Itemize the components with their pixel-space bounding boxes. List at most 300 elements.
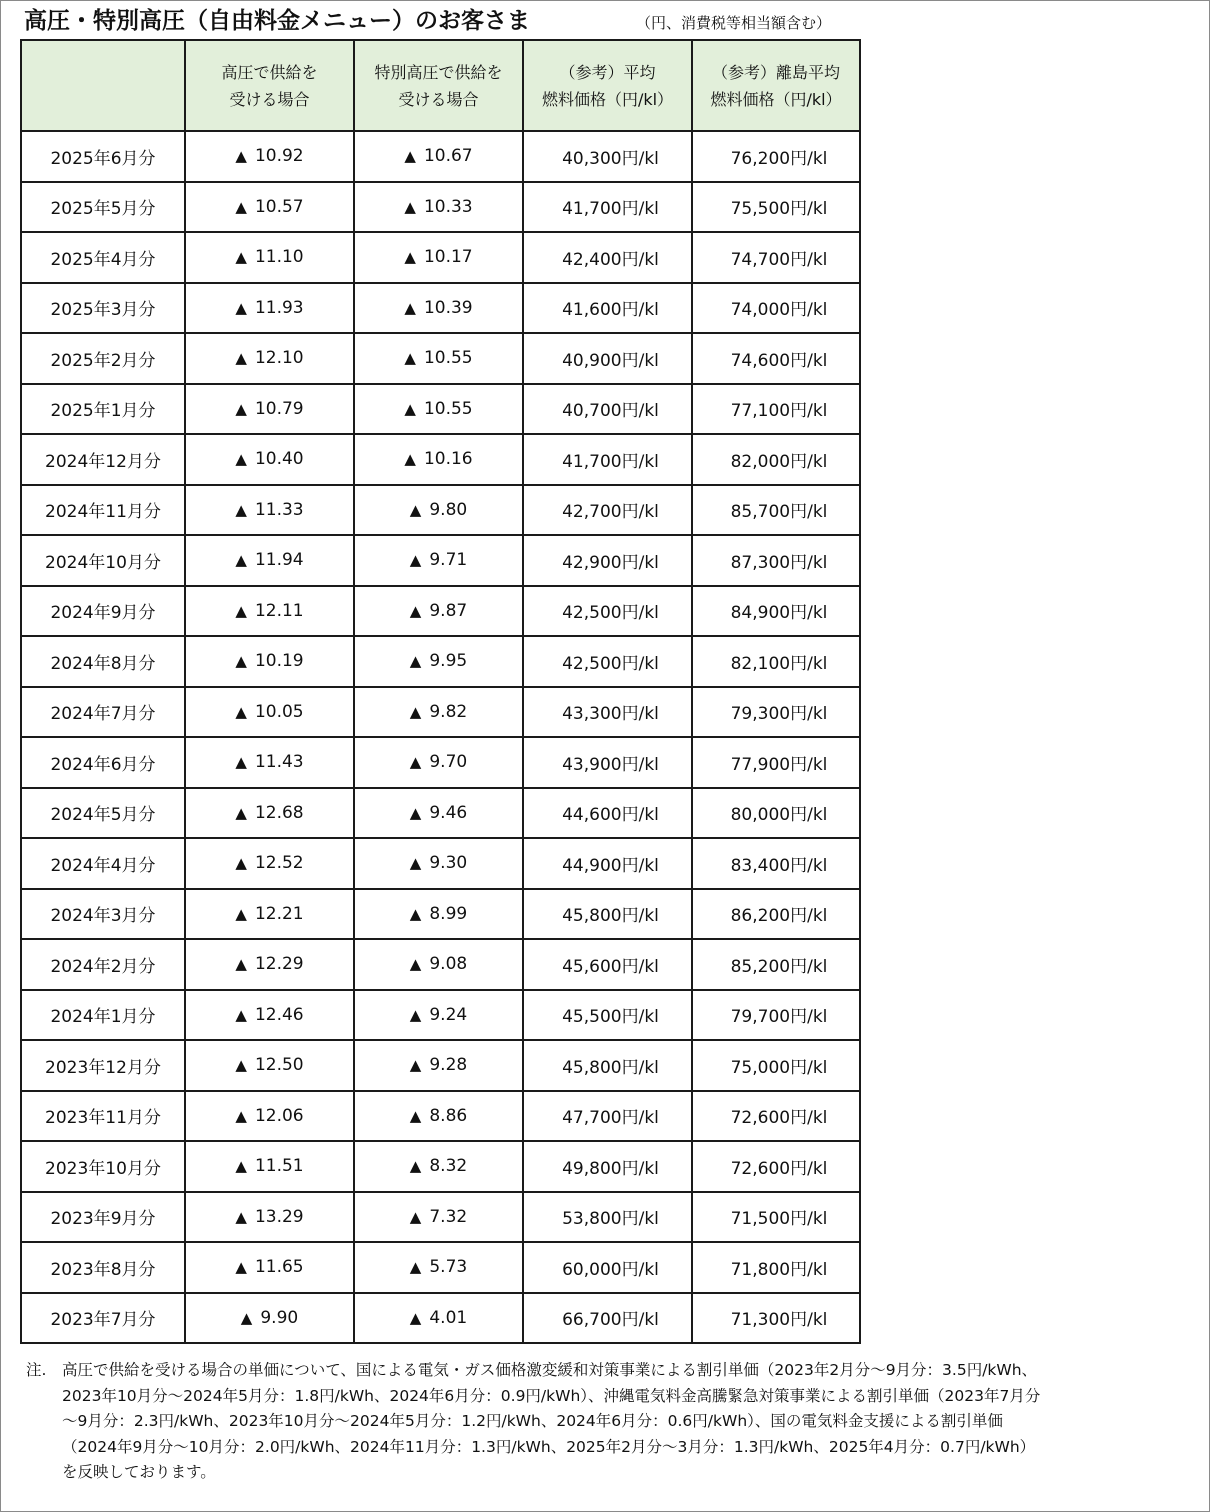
cell-island-fuel-price-value: 79,300円/kl	[730, 704, 828, 725]
cell-extra-high-voltage-rate-value: 5.73	[429, 1257, 468, 1278]
cell-high-voltage-rate-value: 12.50	[254, 1055, 304, 1076]
cell-high-voltage-rate	[185, 384, 354, 435]
header-high-voltage	[185, 40, 354, 131]
cell-high-voltage-rate	[185, 283, 354, 334]
cell-island-fuel-price-value: 76,200円/kl	[730, 148, 828, 169]
cell-avg-fuel-price	[523, 283, 692, 334]
cell-extra-high-voltage-rate	[354, 1141, 523, 1192]
cell-avg-fuel-price-value: 40,300円/kl	[562, 148, 659, 169]
cell-avg-fuel-price	[523, 939, 692, 990]
header-island-fuel-price-line1: （参考）離島平均	[711, 62, 840, 82]
cell-extra-high-voltage-rate	[354, 788, 523, 839]
cell-avg-fuel-price-value: 53,800円/kl	[562, 1209, 659, 1230]
cell-extra-high-voltage-rate	[354, 434, 523, 485]
table-row	[21, 434, 860, 485]
cell-extra-high-voltage-rate-value: 9.46	[429, 802, 468, 823]
cell-extra-high-voltage-rate-value: 10.55	[423, 348, 473, 369]
cell-month	[21, 990, 185, 1041]
cell-month	[21, 636, 185, 687]
cell-high-voltage-rate-value: 12.68	[254, 802, 304, 823]
cell-month-value: 2025年1月分	[50, 401, 156, 422]
cell-high-voltage-rate-value: 12.46	[254, 1004, 304, 1025]
cell-avg-fuel-price	[523, 384, 692, 435]
cell-extra-high-voltage-rate	[354, 636, 523, 687]
cell-high-voltage-rate	[185, 1293, 354, 1344]
cell-high-voltage-rate	[185, 838, 354, 889]
cell-island-fuel-price-value: 79,700円/kl	[730, 1007, 828, 1028]
table-row	[21, 1040, 860, 1091]
cell-island-fuel-price	[692, 434, 860, 485]
cell-month-value: 2025年2月分	[50, 350, 156, 371]
decrease-triangle-icon: ▲	[235, 1106, 247, 1125]
cell-extra-high-voltage-rate	[354, 283, 523, 334]
cell-high-voltage-rate	[185, 939, 354, 990]
table-row	[21, 485, 860, 536]
header-avg-fuel-price-line1: （参考）平均	[559, 62, 656, 82]
cell-island-fuel-price-value: 74,700円/kl	[730, 249, 828, 270]
cell-month	[21, 535, 185, 586]
cell-high-voltage-rate	[185, 182, 354, 233]
cell-extra-high-voltage-rate	[354, 535, 523, 586]
cell-avg-fuel-price-value: 43,900円/kl	[562, 754, 659, 775]
cell-island-fuel-price-value: 72,600円/kl	[730, 1158, 828, 1179]
decrease-triangle-icon: ▲	[409, 652, 422, 671]
cell-avg-fuel-price-value: 40,900円/kl	[562, 350, 659, 371]
cell-month	[21, 232, 185, 283]
cell-month-value: 2023年11月分	[45, 1108, 161, 1129]
cell-island-fuel-price	[692, 333, 860, 384]
cell-month-value: 2024年9月分	[50, 603, 156, 624]
cell-month	[21, 131, 185, 182]
decrease-triangle-icon: ▲	[235, 1056, 247, 1075]
cell-avg-fuel-price	[523, 687, 692, 738]
cell-island-fuel-price-value: 84,900円/kl	[730, 603, 828, 624]
cell-month	[21, 1192, 185, 1243]
rates-table	[20, 39, 861, 1344]
cell-island-fuel-price	[692, 687, 860, 738]
decrease-triangle-icon: ▲	[404, 298, 416, 317]
cell-month	[21, 1040, 185, 1091]
cell-island-fuel-price	[692, 838, 860, 889]
cell-high-voltage-rate	[185, 1040, 354, 1091]
cell-high-voltage-rate	[185, 1091, 354, 1142]
cell-avg-fuel-price	[523, 1242, 692, 1293]
cell-extra-high-voltage-rate	[354, 1293, 523, 1344]
cell-extra-high-voltage-rate	[354, 1040, 523, 1091]
table-row	[21, 182, 860, 233]
cell-month	[21, 586, 185, 637]
table-row	[21, 737, 860, 788]
header-extra-high-voltage-line1: 特別高圧で供給を	[374, 62, 503, 82]
cell-month-value: 2025年6月分	[50, 148, 156, 169]
cell-high-voltage-rate	[185, 1242, 354, 1293]
decrease-triangle-icon: ▲	[235, 349, 247, 368]
cell-island-fuel-price-value: 71,300円/kl	[730, 1310, 828, 1331]
decrease-triangle-icon: ▲	[235, 500, 247, 519]
cell-month-value: 2024年2月分	[50, 956, 156, 977]
cell-month-value: 2024年10月分	[45, 552, 161, 573]
cell-avg-fuel-price	[523, 1091, 692, 1142]
decrease-triangle-icon: ▲	[235, 753, 247, 772]
cell-high-voltage-rate-value: 10.40	[254, 449, 304, 470]
cell-month-value: 2023年12月分	[45, 1057, 161, 1078]
cell-avg-fuel-price	[523, 485, 692, 536]
cell-island-fuel-price	[692, 586, 860, 637]
cell-high-voltage-rate	[185, 586, 354, 637]
cell-avg-fuel-price	[523, 636, 692, 687]
cell-avg-fuel-price	[523, 788, 692, 839]
table-row	[21, 333, 860, 384]
decrease-triangle-icon: ▲	[409, 1005, 422, 1024]
decrease-triangle-icon: ▲	[235, 1005, 247, 1024]
cell-high-voltage-rate	[185, 333, 354, 384]
decrease-triangle-icon: ▲	[409, 1106, 422, 1125]
table-row	[21, 535, 860, 586]
unit-note: （円、消費税等相当額含む）	[636, 14, 832, 32]
cell-month	[21, 788, 185, 839]
table-row	[21, 687, 860, 738]
decrease-triangle-icon: ▲	[235, 551, 247, 570]
decrease-triangle-icon: ▲	[404, 197, 416, 216]
cell-month	[21, 1141, 185, 1192]
cell-high-voltage-rate-value: 12.29	[254, 954, 304, 975]
decrease-triangle-icon: ▲	[235, 854, 247, 873]
cell-extra-high-voltage-rate-value: 9.70	[429, 752, 468, 773]
cell-month-value: 2025年3月分	[50, 300, 156, 321]
cell-avg-fuel-price-value: 47,700円/kl	[562, 1108, 659, 1129]
cell-extra-high-voltage-rate-value: 10.67	[423, 146, 473, 167]
cell-month-value: 2024年3月分	[50, 906, 156, 927]
cell-extra-high-voltage-rate-value: 8.86	[429, 1105, 468, 1126]
cell-extra-high-voltage-rate-value: 9.30	[429, 853, 468, 874]
cell-extra-high-voltage-rate	[354, 939, 523, 990]
cell-island-fuel-price	[692, 737, 860, 788]
cell-month	[21, 939, 185, 990]
decrease-triangle-icon: ▲	[235, 147, 247, 166]
cell-extra-high-voltage-rate	[354, 586, 523, 637]
cell-month-value: 2024年4月分	[50, 855, 156, 876]
cell-island-fuel-price-value: 75,000円/kl	[730, 1057, 828, 1078]
cell-high-voltage-rate	[185, 232, 354, 283]
cell-avg-fuel-price-value: 45,800円/kl	[562, 1057, 659, 1078]
cell-high-voltage-rate-value: 11.94	[254, 550, 304, 571]
cell-avg-fuel-price-value: 41,600円/kl	[562, 300, 659, 321]
table-row	[21, 586, 860, 637]
cell-avg-fuel-price-value: 44,900円/kl	[562, 855, 659, 876]
cell-month	[21, 384, 185, 435]
cell-month-value: 2024年7月分	[50, 704, 156, 725]
decrease-triangle-icon: ▲	[409, 500, 422, 519]
cell-avg-fuel-price	[523, 131, 692, 182]
cell-extra-high-voltage-rate-value: 9.82	[429, 701, 468, 722]
table-row	[21, 131, 860, 182]
cell-avg-fuel-price-value: 42,500円/kl	[562, 653, 659, 674]
cell-high-voltage-rate-value: 12.52	[254, 853, 304, 874]
cell-avg-fuel-price-value: 66,700円/kl	[562, 1310, 659, 1331]
cell-high-voltage-rate-value: 11.93	[254, 297, 304, 318]
cell-extra-high-voltage-rate-value: 9.28	[429, 1055, 468, 1076]
decrease-triangle-icon: ▲	[404, 147, 416, 166]
footnote-line: 2023年10月分～2024年5月分：1.8円/kWh、2024年6月分：0.9円/kWh）、沖縄電気料金高騰緊急対策事業による割引単価（2023年7月分	[62, 1386, 1041, 1405]
decrease-triangle-icon: ▲	[235, 904, 247, 923]
cell-high-voltage-rate	[185, 485, 354, 536]
cell-high-voltage-rate-value: 10.79	[254, 398, 304, 419]
cell-island-fuel-price-value: 85,200円/kl	[730, 956, 828, 977]
header-island-fuel-price-line2: 燃料価格（円/kl）	[710, 89, 842, 109]
cell-high-voltage-rate	[185, 434, 354, 485]
cell-avg-fuel-price-value: 49,800円/kl	[562, 1158, 659, 1179]
cell-month-value: 2025年4月分	[50, 249, 156, 270]
decrease-triangle-icon: ▲	[240, 1308, 253, 1327]
cell-island-fuel-price-value: 87,300円/kl	[730, 552, 828, 573]
cell-extra-high-voltage-rate	[354, 889, 523, 940]
cell-extra-high-voltage-rate	[354, 838, 523, 889]
cell-avg-fuel-price-value: 42,700円/kl	[562, 502, 659, 523]
cell-extra-high-voltage-rate-value: 9.95	[429, 651, 468, 672]
table-row	[21, 1242, 860, 1293]
cell-high-voltage-rate-value: 13.29	[254, 1206, 304, 1227]
cell-island-fuel-price	[692, 990, 860, 1041]
header-high-voltage-line2: 受ける場合	[229, 89, 310, 109]
cell-extra-high-voltage-rate-value: 8.32	[429, 1156, 468, 1177]
cell-avg-fuel-price	[523, 1192, 692, 1243]
cell-extra-high-voltage-rate-value: 9.08	[429, 954, 468, 975]
cell-month-value: 2024年1月分	[50, 1007, 156, 1028]
cell-extra-high-voltage-rate-value: 9.87	[429, 600, 468, 621]
decrease-triangle-icon: ▲	[409, 551, 422, 570]
cell-avg-fuel-price-value: 41,700円/kl	[562, 199, 659, 220]
cell-island-fuel-price-value: 77,100円/kl	[730, 401, 828, 422]
table-row	[21, 1141, 860, 1192]
cell-island-fuel-price	[692, 485, 860, 536]
decrease-triangle-icon: ▲	[409, 1056, 422, 1075]
decrease-triangle-icon: ▲	[235, 601, 247, 620]
decrease-triangle-icon: ▲	[409, 904, 422, 923]
cell-high-voltage-rate	[185, 788, 354, 839]
cell-extra-high-voltage-rate-value: 9.80	[429, 499, 468, 520]
cell-avg-fuel-price-value: 44,600円/kl	[562, 805, 659, 826]
cell-island-fuel-price-value: 74,000円/kl	[730, 300, 828, 321]
cell-avg-fuel-price	[523, 1040, 692, 1091]
cell-island-fuel-price	[692, 1293, 860, 1344]
footnote-line: ～9月分：2.3円/kWh、2023年10月分～2024年5月分：1.2円/kWh、2024年6月分：0.6円/kWh）、国の電気料金支援による割引単価	[62, 1412, 1003, 1430]
cell-high-voltage-rate-value: 11.43	[254, 752, 304, 773]
cell-high-voltage-rate	[185, 1192, 354, 1243]
cell-island-fuel-price-value: 71,800円/kl	[730, 1259, 828, 1280]
cell-month	[21, 434, 185, 485]
decrease-triangle-icon: ▲	[404, 399, 416, 418]
cell-high-voltage-rate-value: 11.33	[254, 499, 304, 520]
cell-high-voltage-rate-value: 9.90	[260, 1307, 299, 1328]
cell-avg-fuel-price	[523, 232, 692, 283]
cell-island-fuel-price-value: 83,400円/kl	[730, 855, 828, 876]
cell-island-fuel-price	[692, 283, 860, 334]
cell-month	[21, 182, 185, 233]
decrease-triangle-icon: ▲	[409, 753, 422, 772]
cell-high-voltage-rate-value: 11.65	[254, 1257, 304, 1278]
cell-high-voltage-rate	[185, 687, 354, 738]
decrease-triangle-icon: ▲	[409, 854, 422, 873]
cell-avg-fuel-price-value: 42,500円/kl	[562, 603, 659, 624]
cell-extra-high-voltage-rate	[354, 1091, 523, 1142]
decrease-triangle-icon: ▲	[409, 1308, 422, 1327]
cell-extra-high-voltage-rate-value: 8.99	[429, 903, 468, 924]
cell-island-fuel-price-value: 72,600円/kl	[730, 1108, 828, 1129]
table-row	[21, 788, 860, 839]
cell-high-voltage-rate	[185, 131, 354, 182]
cell-high-voltage-rate	[185, 990, 354, 1041]
cell-island-fuel-price	[692, 1192, 860, 1243]
decrease-triangle-icon: ▲	[235, 450, 247, 469]
table-row	[21, 889, 860, 940]
decrease-triangle-icon: ▲	[235, 399, 247, 418]
cell-high-voltage-rate-value: 11.10	[254, 247, 304, 268]
cell-avg-fuel-price-value: 42,400円/kl	[562, 249, 659, 270]
cell-island-fuel-price	[692, 1091, 860, 1142]
cell-month	[21, 737, 185, 788]
cell-island-fuel-price-value: 71,500円/kl	[730, 1209, 828, 1230]
decrease-triangle-icon: ▲	[235, 298, 247, 317]
decrease-triangle-icon: ▲	[235, 803, 247, 822]
cell-island-fuel-price-value: 82,000円/kl	[730, 451, 828, 472]
cell-avg-fuel-price-value: 41,700円/kl	[562, 451, 659, 472]
cell-avg-fuel-price	[523, 737, 692, 788]
cell-extra-high-voltage-rate	[354, 182, 523, 233]
header-avg-fuel-price	[523, 40, 692, 131]
cell-avg-fuel-price-value: 42,900円/kl	[562, 552, 659, 573]
cell-high-voltage-rate-value: 12.10	[254, 348, 304, 369]
cell-avg-fuel-price-value: 45,800円/kl	[562, 906, 659, 927]
cell-extra-high-voltage-rate-value: 10.33	[423, 196, 473, 217]
decrease-triangle-icon: ▲	[235, 1207, 247, 1226]
cell-extra-high-voltage-rate-value: 9.24	[429, 1004, 468, 1025]
cell-avg-fuel-price	[523, 434, 692, 485]
cell-high-voltage-rate-value: 12.21	[254, 903, 304, 924]
cell-extra-high-voltage-rate	[354, 737, 523, 788]
cell-island-fuel-price-value: 82,100円/kl	[730, 653, 828, 674]
cell-high-voltage-rate	[185, 1141, 354, 1192]
decrease-triangle-icon: ▲	[235, 248, 247, 267]
cell-extra-high-voltage-rate-value: 4.01	[429, 1307, 468, 1328]
cell-island-fuel-price-value: 86,200円/kl	[730, 906, 828, 927]
cell-avg-fuel-price	[523, 586, 692, 637]
cell-extra-high-voltage-rate-value: 10.55	[423, 398, 473, 419]
cell-extra-high-voltage-rate	[354, 1192, 523, 1243]
table-row	[21, 1192, 860, 1243]
cell-island-fuel-price	[692, 889, 860, 940]
footnote-line: （2024年9月分～10月分：2.0円/kWh、2024年11月分：1.3円/kWh、2025年2月分～3月分：1.3円/kWh、2025年4月分：0.7円/kWh）	[62, 1437, 1036, 1456]
page-title: 高圧・特別高圧（自由料金メニュー）のお客さま	[24, 8, 530, 34]
cell-extra-high-voltage-rate-value: 9.71	[429, 550, 468, 571]
table-row	[21, 1293, 860, 1344]
cell-island-fuel-price	[692, 1040, 860, 1091]
cell-extra-high-voltage-rate	[354, 687, 523, 738]
cell-avg-fuel-price	[523, 535, 692, 586]
cell-high-voltage-rate	[185, 889, 354, 940]
footnote-line: 高圧で供給を受ける場合の単価について、国による電気・ガス価格激変緩和対策事業による割引単価（2023年2月分～9月分：3.5円/kWh、	[62, 1361, 1038, 1379]
decrease-triangle-icon: ▲	[235, 1258, 247, 1277]
cell-extra-high-voltage-rate-value: 7.32	[429, 1206, 468, 1227]
cell-high-voltage-rate	[185, 636, 354, 687]
cell-month-value: 2023年10月分	[45, 1158, 161, 1179]
table-row	[21, 990, 860, 1041]
cell-island-fuel-price-value: 75,500円/kl	[730, 199, 828, 220]
cell-island-fuel-price	[692, 535, 860, 586]
decrease-triangle-icon: ▲	[235, 197, 247, 216]
header-high-voltage-line1: 高圧で供給を	[221, 62, 318, 82]
cell-extra-high-voltage-rate	[354, 990, 523, 1041]
cell-high-voltage-rate-value: 10.57	[254, 196, 304, 217]
cell-month-value: 2024年5月分	[50, 805, 156, 826]
decrease-triangle-icon: ▲	[235, 955, 247, 974]
cell-island-fuel-price-value: 80,000円/kl	[730, 805, 828, 826]
cell-island-fuel-price	[692, 232, 860, 283]
cell-island-fuel-price	[692, 1141, 860, 1192]
decrease-triangle-icon: ▲	[409, 803, 422, 822]
cell-month-value: 2023年9月分	[50, 1209, 156, 1230]
cell-month	[21, 333, 185, 384]
cell-island-fuel-price-value: 74,600円/kl	[730, 350, 828, 371]
cell-island-fuel-price	[692, 131, 860, 182]
cell-high-voltage-rate-value: 10.05	[254, 701, 304, 722]
table-body	[21, 131, 860, 1343]
footnote	[26, 1358, 1202, 1486]
decrease-triangle-icon: ▲	[409, 955, 422, 974]
cell-month	[21, 889, 185, 940]
cell-extra-high-voltage-rate-value: 10.17	[423, 247, 473, 268]
cell-island-fuel-price	[692, 788, 860, 839]
decrease-triangle-icon: ▲	[409, 1157, 422, 1176]
table-row	[21, 838, 860, 889]
cell-extra-high-voltage-rate	[354, 333, 523, 384]
cell-island-fuel-price-value: 77,900円/kl	[730, 754, 828, 775]
cell-month	[21, 687, 185, 738]
cell-island-fuel-price	[692, 636, 860, 687]
cell-month-value: 2023年7月分	[50, 1310, 156, 1331]
cell-high-voltage-rate-value: 12.11	[254, 600, 304, 621]
cell-high-voltage-rate-value: 12.06	[254, 1105, 304, 1126]
decrease-triangle-icon: ▲	[404, 450, 416, 469]
header-island-fuel-price	[692, 40, 860, 131]
cell-avg-fuel-price-value: 40,700円/kl	[562, 401, 659, 422]
decrease-triangle-icon: ▲	[409, 1258, 422, 1277]
decrease-triangle-icon: ▲	[235, 1157, 247, 1176]
table-header-row	[21, 40, 860, 131]
cell-avg-fuel-price-value: 60,000円/kl	[562, 1259, 659, 1280]
cell-month-value: 2024年8月分	[50, 653, 156, 674]
table-row	[21, 939, 860, 990]
cell-extra-high-voltage-rate	[354, 384, 523, 435]
cell-extra-high-voltage-rate-value: 10.39	[423, 297, 473, 318]
decrease-triangle-icon: ▲	[235, 702, 247, 721]
cell-extra-high-voltage-rate	[354, 485, 523, 536]
cell-month	[21, 1293, 185, 1344]
cell-month	[21, 485, 185, 536]
cell-avg-fuel-price	[523, 1141, 692, 1192]
cell-island-fuel-price	[692, 182, 860, 233]
table-row	[21, 384, 860, 435]
cell-high-voltage-rate-value: 10.92	[254, 146, 304, 167]
cell-extra-high-voltage-rate	[354, 131, 523, 182]
decrease-triangle-icon: ▲	[409, 601, 422, 620]
cell-avg-fuel-price-value: 45,500円/kl	[562, 1007, 659, 1028]
header-avg-fuel-price-line2: 燃料価格（円/kl）	[541, 89, 674, 109]
cell-month-value: 2024年6月分	[50, 754, 156, 775]
cell-avg-fuel-price	[523, 838, 692, 889]
header-extra-high-voltage-line2: 受ける場合	[398, 89, 479, 109]
cell-avg-fuel-price	[523, 333, 692, 384]
cell-high-voltage-rate-value: 10.19	[254, 651, 304, 672]
